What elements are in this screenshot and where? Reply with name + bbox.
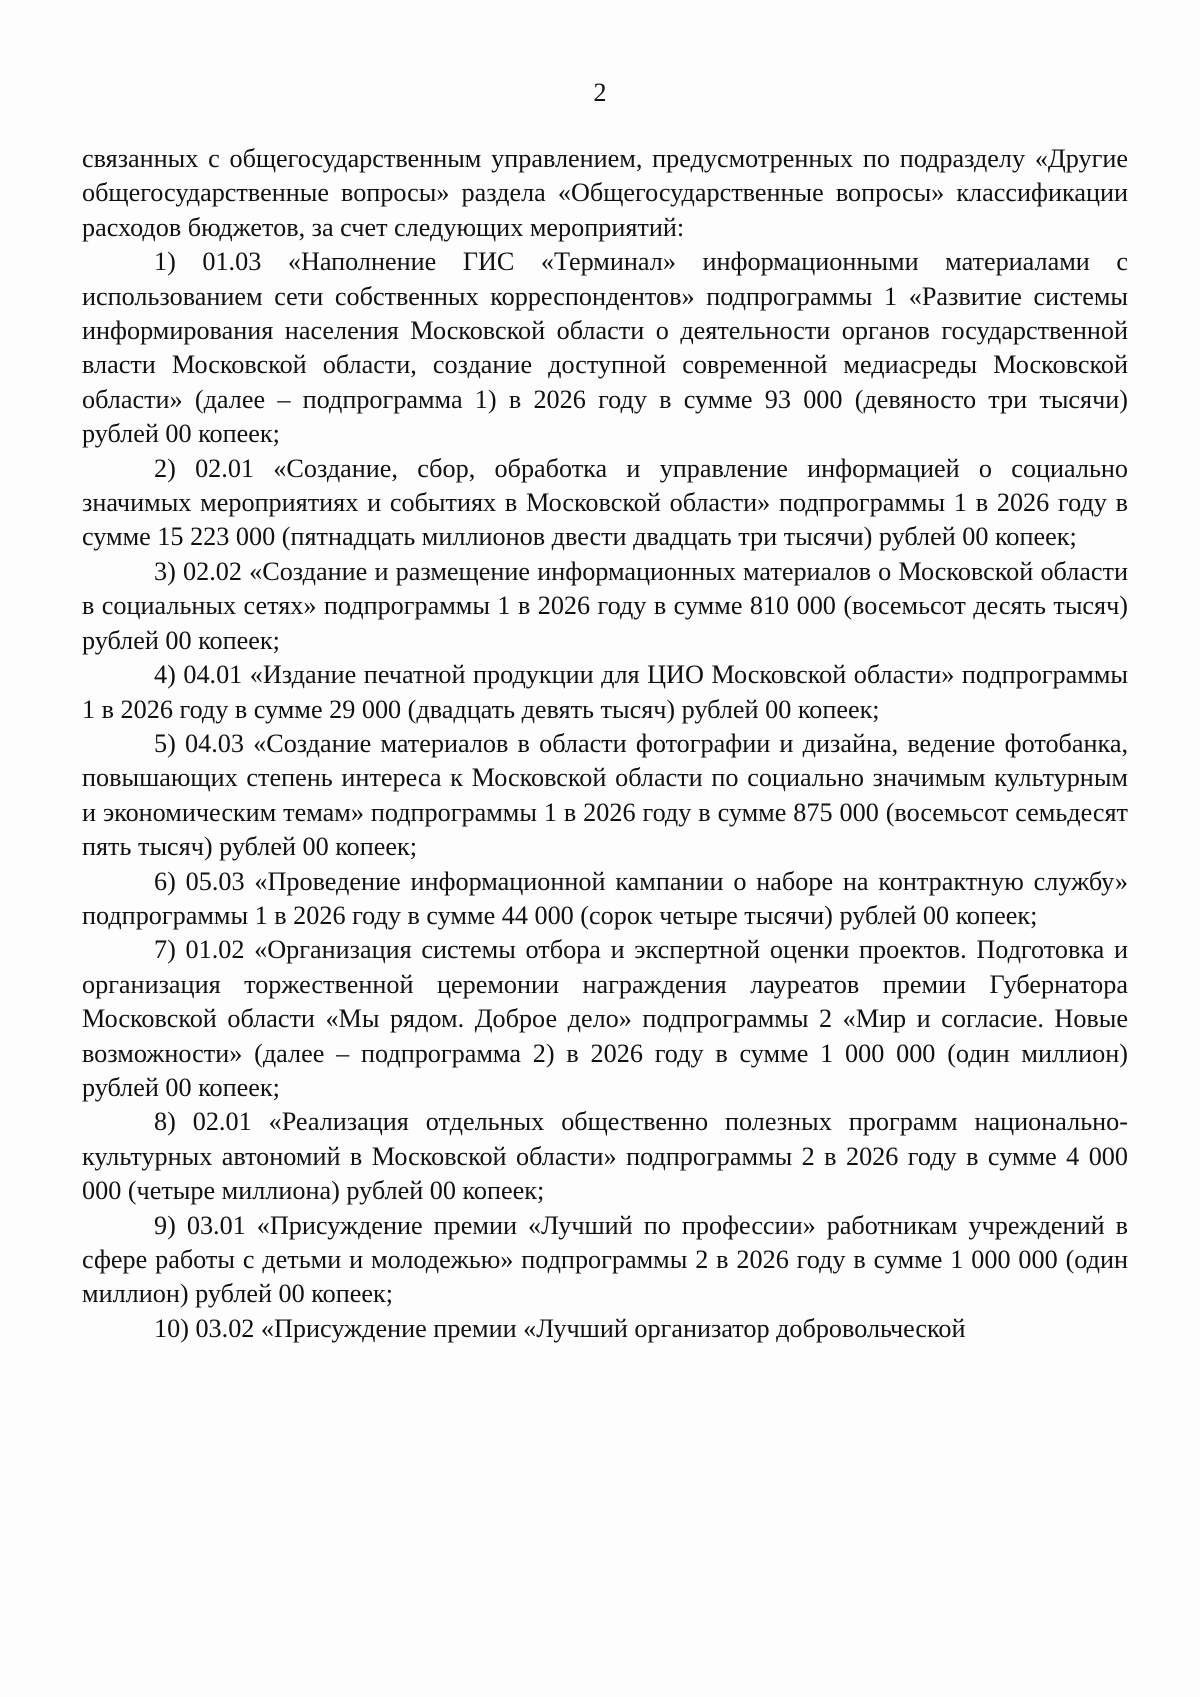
list-item: 6) 05.03 «Проведение информационной кампании о наборе на контрактную службу» подпрограммы 1 в 2026 году в сумме 44 000 (сорок четыре тысячи) рублей 00 копеек;	[82, 866, 1128, 930]
list-item: 7) 01.02 «Организация системы отбора и экспертной оценки проектов. Подготовка и организация торжественной церемонии награждения лауреатов премии Губернатора Московской области «Мы рядом. Доброе дело» подпрограммы 2 «Мир и согласие. Новые возможности» (далее – подпрограмма 2) в 2026 году в сумме 1 000 000 (один миллион) рублей 00 копеек;	[82, 935, 1128, 1102]
list-item: 10) 03.02 «Присуждение премии «Лучший организатор добровольческой	[154, 1313, 966, 1343]
intro-paragraph: связанных с общегосударственным управлением, предусмотренных по подразделу «Другие общегосударственные вопросы» раздела «Общегосударственные вопросы» классификации расходов бюджетов, за счет следующих мероприятий:	[82, 144, 1128, 242]
list-item: 3) 02.02 «Создание и размещение информационных материалов о Московской области в социальных сетях» подпрограммы 1 в 2026 году в сумме 810 000 (восемьсот десять тысяч) рублей 00 копеек;	[82, 556, 1128, 655]
list-item: 4) 04.01 «Издание печатной продукции для ЦИО Московской области» подпрограммы 1 в 2026 году в сумме 29 000 (двадцать девять тысяч) рублей 00 копеек;	[82, 660, 1128, 724]
list-item: 2) 02.01 «Создание, сбор, обработка и управление информацией о социально значимых мероприятиях и событиях в Московской области» подпрограммы 1 в 2026 году в сумме 15 223 000 (пятнадцать миллионов двести двадцать три тысячи) рублей 00 копеек;	[82, 453, 1128, 552]
list-item: 5) 04.03 «Создание материалов в области фотографии и дизайна, ведение фотобанка, повышающих степень интереса к Московской области по социально значимым культурным и экономическим темам» подпрограммы 1 в 2026 году в сумме 875 000 (восемьсот семьдесят пять тысяч) рублей 00 копеек;	[82, 728, 1128, 862]
list-item: 8) 02.01 «Реализация отдельных общественно полезных программ национально-культурных автономий в Московской области» подпрограммы 2 в 2026 году в сумме 4 000 000 (четыре миллиона) рублей 00 копеек;	[82, 1107, 1128, 1206]
list-item: 9) 03.01 «Присуждение премии «Лучший по профессии» работникам учреждений в сфере работы с детьми и молодежью» подпрограммы 2 в 2026 году в сумме 1 000 000 (один миллион) рублей 00 копеек;	[82, 1210, 1128, 1309]
list-item: 1) 01.03 «Наполнение ГИС «Терминал» информационными материалами с использованием сети собственных корреспондентов» подпрограммы 1 «Развитие системы информирования населения Московской области о деятельности органов государственной власти Московской области, создание доступной современной медиасреды Московской области» (далее – подпрограмма 1) в 2026 году в сумме 93 000 (девяносто три тысячи) рублей 00 копеек;	[82, 247, 1128, 449]
document-body	[82, 142, 1128, 1346]
page-number: 2	[593, 78, 607, 107]
